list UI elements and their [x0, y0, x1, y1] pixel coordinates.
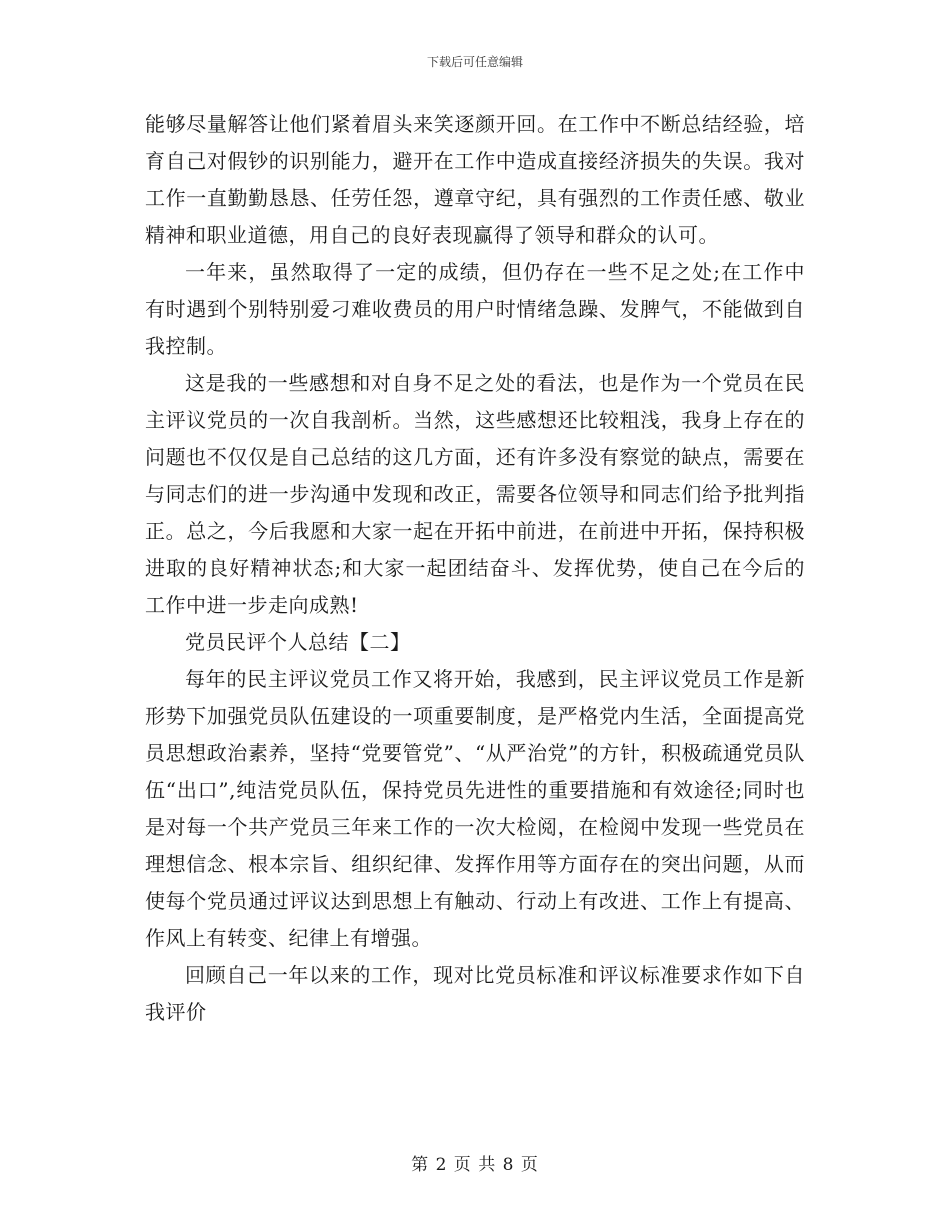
paragraph-shortcomings: 一年来，虽然取得了一定的成绩，但仍存在一些不足之处;在工作中有时遇到个别特别爱刁难收费员的用户时情绪急躁、发脾气，不能做到自我控制。 [145, 260, 805, 358]
paragraph-reflection: 这是我的一些感想和对自身不足之处的看法，也是作为一个党员在民主评议党员的一次自我剖析。当然，这些感想还比较粗浅，我身上存在的问题也不仅仅是自己总结的这几方面，还有许多没有察觉的缺点，需要在与同志们的进一步沟通中发现和改正，需要各位领导和同志们给予批判指正。总之，今后我愿和大家一起在开拓中前进，在前进中开拓，保持积极进取的良好精神状态;和大家一起团结奋斗、发挥优势，使自己在今后的工作中进一步走向成熟! [145, 371, 805, 617]
section-title: 党员民评个人总结【二】 [185, 630, 411, 654]
paragraph-self-review: 回顾自己一年以来的工作，现对比党员标准和评议标准要求作如下自我评价 [145, 963, 805, 1024]
paragraph-continued: 能够尽量解答让他们紧着眉头来笑逐颜开回。在工作中不断总结经验，培育自己对假钞的识别能力，避开在工作中造成直接经济损失的失误。我对工作一直勤勤恳恳、任劳任怨，遵章守纪，具有强烈的工作责任感、敬业精神和职业道德，用自己的良好表现赢得了领导和群众的认可。 [145, 112, 805, 247]
page-number: 第 2 页 共 8 页 [411, 1155, 539, 1175]
document-body [145, 106, 805, 1031]
paragraph-evaluation-intro: 每年的民主评议党员工作又将开始，我感到，民主评议党员工作是新形势下加强党员队伍建设的一项重要制度，是严格党内生活，全面提高党员思想政治素养，坚持“党要管党”、“从严治党”的方针，积极疏通党员队伍“出口”,纯洁党员队伍，保持党员先进性的重要措施和有效途径;同时也是对每一个共产党员三年来工作的一次大检阅，在检阅中发现一些党员在理想信念、根本宗旨、组织纪律、发挥作用等方面存在的突出问题，从而使每个党员通过评议达到思想上有触动、行动上有改进、工作上有提高、作风上有转变、纪律上有增强。 [145, 667, 805, 950]
header-note: 下载后可任意编辑 [426, 55, 523, 69]
